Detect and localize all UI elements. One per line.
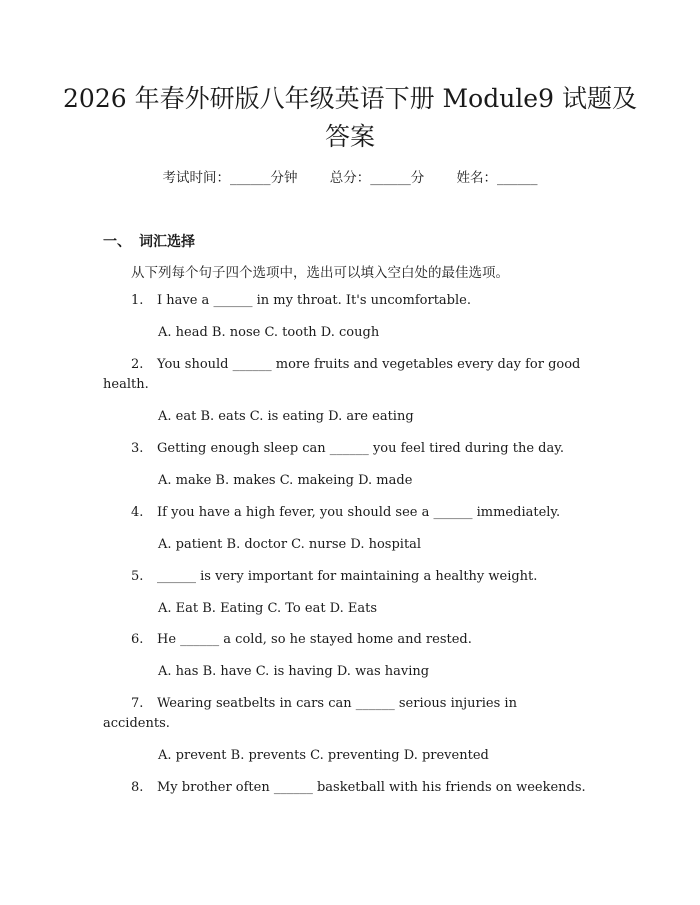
question-5 — [131, 569, 537, 584]
question-text: You should ______ more fruits and vegetables every day for good — [157, 357, 581, 372]
question-5-options: A. Eat B. Eating C. To eat D. Eats — [158, 601, 378, 616]
question-6 — [131, 632, 472, 647]
exam-time-field: 考试时间：______分钟 — [162, 170, 298, 186]
question-number: 3. — [131, 441, 144, 456]
question-text: I have a ______ in my throat. It's uncomfortable. — [157, 293, 471, 308]
question-number: 8. — [131, 780, 144, 795]
question-3 — [131, 441, 564, 456]
question-number: 1. — [131, 293, 144, 308]
exam-meta — [0, 166, 700, 186]
page-title: 2026 年春外研版八年级英语下册 Module9 试题及答案 — [63, 84, 637, 151]
question-1-options: A. head B. nose C. tooth D. cough — [158, 325, 380, 340]
question-7 — [131, 696, 517, 711]
section-heading — [103, 231, 195, 251]
question-text: Getting enough sleep can ______ you feel tired during the day. — [157, 441, 564, 456]
question-2-continuation: health. — [103, 377, 149, 392]
question-text: ______ is very important for maintaining a healthy weight. — [157, 569, 538, 584]
question-2 — [131, 357, 580, 372]
total-score-field: 总分：______分 — [329, 170, 425, 186]
section-number: 一、 — [103, 234, 131, 250]
question-number: 5. — [131, 569, 144, 584]
question-text: He ______ a cold, so he stayed home and rested. — [157, 632, 472, 647]
question-4 — [131, 505, 560, 520]
question-4-options: A. patient B. doctor C. nurse D. hospital — [158, 537, 422, 552]
question-6-options: A. has B. have C. is having D. was having — [158, 664, 430, 679]
question-8 — [131, 780, 586, 795]
question-3-options: A. make B. makes C. makeing D. made — [158, 473, 413, 488]
section-title: 词汇选择 — [139, 234, 195, 250]
question-number: 7. — [131, 696, 144, 711]
question-2-options: A. eat B. eats C. is eating D. are eating — [158, 409, 414, 424]
question-text: My brother often ______ basketball with his friends on weekends. — [157, 780, 586, 795]
student-name-field: 姓名：______ — [456, 170, 538, 186]
section-instruction: 从下列每个句子四个选项中，选出可以填入空白处的最佳选项。 — [131, 265, 509, 281]
question-1 — [131, 293, 471, 308]
question-number: 4. — [131, 505, 144, 520]
question-number: 6. — [131, 632, 144, 647]
question-text: If you have a high fever, you should see a ______ immediately. — [157, 505, 561, 520]
question-number: 2. — [131, 357, 144, 372]
question-text: Wearing seatbelts in cars can ______ serious injuries in — [157, 696, 517, 711]
question-7-options: A. prevent B. prevents C. preventing D. prevented — [158, 748, 489, 763]
question-7-continuation: accidents. — [103, 716, 170, 731]
